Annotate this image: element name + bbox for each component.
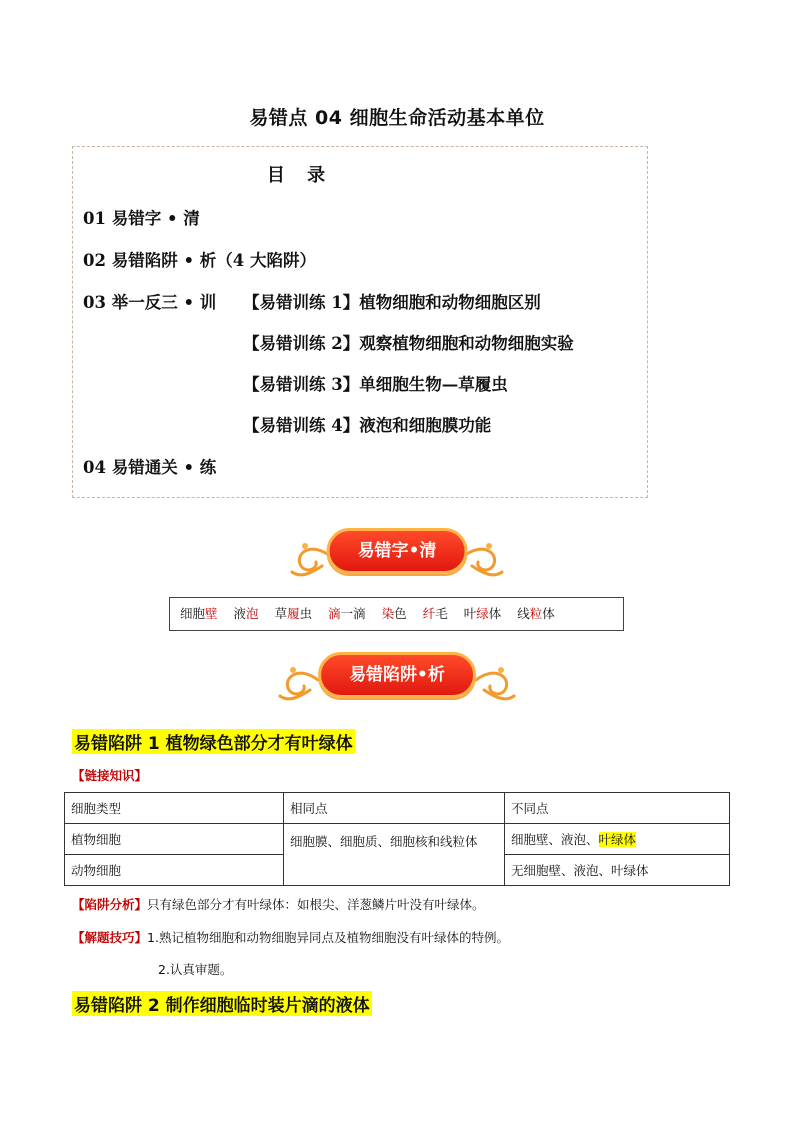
word-key-char: 泡 <box>246 606 259 621</box>
trap2-heading: 易错陷阱 2 制作细胞临时装片滴的液体 <box>72 991 372 1016</box>
word-item <box>234 606 259 621</box>
toc-training-2: 【易错训练 2】观察植物细胞和动物细胞实验 <box>243 334 574 353</box>
table-header-cell: 不同点 <box>505 793 730 824</box>
word-key-char: 履 <box>287 606 300 621</box>
diff-text: 细胞壁、液泡、 <box>511 832 599 847</box>
word-part: 叶 <box>463 606 477 621</box>
toc-heading: 目 录 <box>266 165 334 186</box>
toc-training-4: 【易错训练 4】液泡和细胞膜功能 <box>243 416 492 435</box>
toc-item-2: 02 易错陷阱 • 析（4 大陷阱） <box>83 251 316 270</box>
word-key-char: 粒 <box>529 606 543 621</box>
table-header-cell: 细胞类型 <box>65 793 284 824</box>
table-cell: 植物细胞 <box>65 824 284 855</box>
toc-item-3: 03 举一反三 • 训 <box>83 293 217 312</box>
word-item <box>275 606 313 621</box>
word-part: 毛 <box>435 606 448 621</box>
tip-1: 1.熟记植物细胞和动物细胞异同点及植物细胞没有叶绿体的特例。 <box>147 930 509 945</box>
section-banner-words <box>0 522 794 582</box>
word-part: 线 <box>517 606 530 621</box>
word-part: 体 <box>488 606 502 621</box>
table-row <box>65 824 730 855</box>
banner-label: 易错字•清 <box>327 528 468 574</box>
word-key-char: 壁 <box>205 606 218 621</box>
link-knowledge-label: 【链接知识】 <box>72 768 148 783</box>
table-cell: 无细胞壁、液泡、叶绿体 <box>505 855 730 886</box>
word-part: 色 <box>394 606 407 621</box>
word-key-char: 染 <box>381 606 395 621</box>
word-part: 虫 <box>299 606 313 621</box>
word-item <box>423 606 448 621</box>
tip-2: 2.认真审题。 <box>158 962 233 977</box>
table-cell: 细胞膜、细胞质、细胞核和线粒体 <box>284 824 505 886</box>
comparison-table <box>64 792 730 886</box>
word-list <box>169 597 624 631</box>
table-cell <box>505 824 730 855</box>
table-cell: 动物细胞 <box>65 855 284 886</box>
solving-tips <box>72 928 509 946</box>
word-key-char: 纤 <box>422 606 436 621</box>
word-part: 草 <box>274 606 288 621</box>
word-key-char: 滴 <box>328 606 341 621</box>
toc-training-1: 【易错训练 1】植物细胞和动物细胞区别 <box>243 293 541 312</box>
banner-label: 易错陷阱•析 <box>318 652 476 698</box>
table-header-cell: 相同点 <box>284 793 505 824</box>
word-item <box>517 606 555 621</box>
word-part: 一滴 <box>340 606 366 621</box>
trap1-heading: 易错陷阱 1 植物绿色部分才有叶绿体 <box>72 729 355 754</box>
word-item <box>180 606 218 621</box>
tips-label: 【解题技巧】 <box>72 930 148 945</box>
section-banner-traps <box>0 646 794 706</box>
analysis-label: 【陷阱分析】 <box>72 897 148 912</box>
word-part: 液 <box>233 606 247 621</box>
analysis-text: 只有绿色部分才有叶绿体：如根尖、洋葱鳞片叶没有叶绿体。 <box>147 897 485 912</box>
word-item <box>328 606 366 621</box>
word-item <box>464 606 502 621</box>
diff-highlight: 叶绿体 <box>598 832 637 847</box>
table-of-contents <box>72 146 648 498</box>
word-part: 体 <box>542 606 555 621</box>
word-part: 细胞 <box>180 606 206 621</box>
word-item <box>382 606 407 621</box>
trap-analysis <box>72 895 485 913</box>
toc-training-3: 【易错训练 3】单细胞生物—草履虫 <box>243 375 508 394</box>
table-row <box>65 793 730 824</box>
page-title: 易错点 04 细胞生命活动基本单位 <box>249 107 545 129</box>
toc-item-4: 04 易错通关 • 练 <box>83 458 217 477</box>
toc-item-1: 01 易错字 • 清 <box>83 209 200 228</box>
word-key-char: 绿 <box>476 606 489 621</box>
